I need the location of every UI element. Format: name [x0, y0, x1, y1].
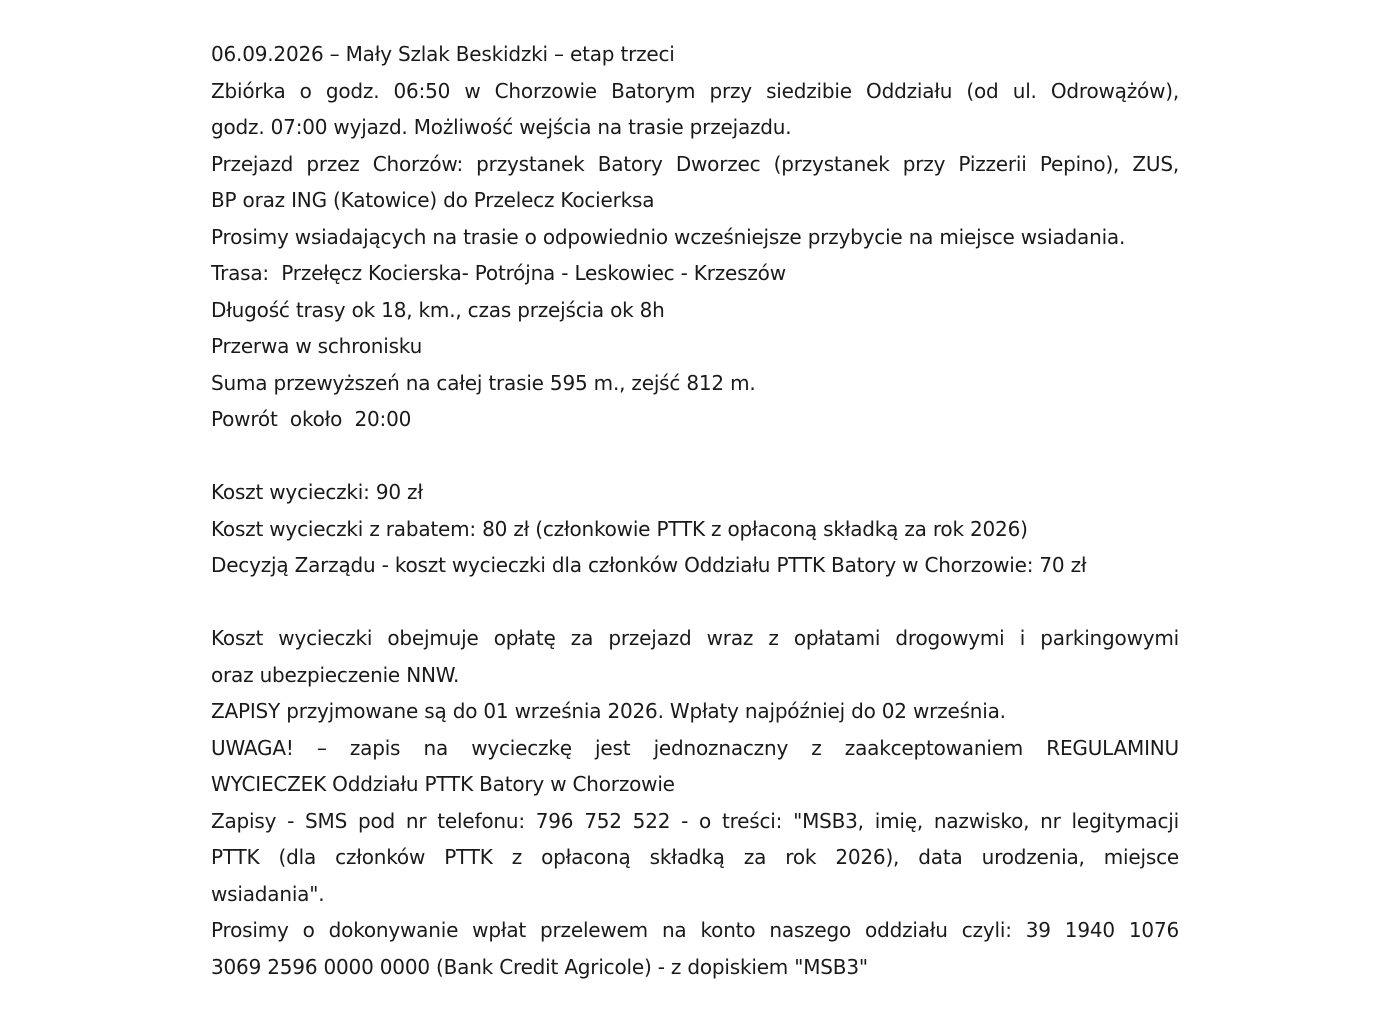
spacer: [211, 584, 1179, 621]
sms-line-1: Zapisy - SMS pod nr telefonu: 796 752 522 - o treści: "MSB3, imię, nazwisko, nr legitymacji: [211, 808, 1179, 833]
cost-board-line: Decyzją Zarządu - koszt wycieczki dla członków Oddziału PTTK Batory w Chorzowie: 70 zł: [211, 553, 1087, 577]
break-line: Przerwa w schronisku: [211, 334, 423, 358]
elevation-line: Suma przewyższeń na całej trasie 595 m., zejść 812 m.: [211, 370, 756, 395]
sms-line-2: PTTK (dla członków PTTK z opłaconą składką za rok 2026), data urodzenia, miejsce: [211, 845, 1179, 869]
title-line: 06.09.2026 – Mały Szlak Beskidzki – etap trzeci: [211, 42, 675, 66]
includes-line-2: oraz ubezpieczenie NNW.: [211, 662, 460, 687]
cost-discount-line: Koszt wycieczki z rabatem: 80 zł (członkowie PTTK z opłaconą składką za rok 2026): [211, 516, 1028, 541]
signup-deadline-line: ZAPISY przyjmowane są do 01 września 2026. Wpłaty najpóźniej do 02 września.: [211, 699, 1006, 723]
includes-line-1: Koszt wycieczki obejmuje opłatę za przejazd wraz z opłatami drogowymi i parkingowymi: [211, 626, 1179, 650]
meeting-line-1: Zbiórka o godz. 06:50 w Chorzowie Batorym przy siedzibie Oddziału (od ul. Odrowążów),: [211, 78, 1179, 103]
route-line: Trasa: Przełęcz Kocierska- Potrójna - Leskowiec - Krzeszów: [211, 261, 786, 285]
return-line: Powrót około 20:00: [211, 407, 412, 431]
trip-announcement: [211, 36, 1179, 985]
meeting-line-2: godz. 07:00 wyjazd. Możliwość wejścia na trasie przejazdu.: [211, 115, 792, 139]
sms-line-3: wsiadania".: [211, 881, 325, 906]
payment-line-2: 3069 2596 0000 0000 (Bank Credit Agricole) - z dopiskiem "MSB3": [211, 954, 868, 979]
cost-line: Koszt wycieczki: 90 zł: [211, 480, 423, 504]
transit-line-1: Przejazd przez Chorzów: przystanek Batory Dworzec (przystanek przy Pizzerii Pepino), ZUS,: [211, 151, 1179, 176]
warning-line-1: UWAGA! – zapis na wycieczkę jest jednoznaczny z zaakceptowaniem REGULAMINU: [211, 735, 1179, 760]
transit-line-2: BP oraz ING (Katowice) do Przelecz Kocierksa: [211, 188, 655, 212]
request-line: Prosimy wsiadających na trasie o odpowiednio wcześniejsze przybycie na miejsce wsiadania.: [211, 224, 1126, 249]
spacer: [211, 438, 1179, 475]
payment-line-1: Prosimy o dokonywanie wpłat przelewem na konto naszego oddziału czyli: 39 1940 1076: [211, 918, 1179, 942]
warning-line-2: WYCIECZEK Oddziału PTTK Batory w Chorzowie: [211, 772, 675, 796]
length-line: Długość trasy ok 18, km., czas przejścia ok 8h: [211, 297, 665, 322]
